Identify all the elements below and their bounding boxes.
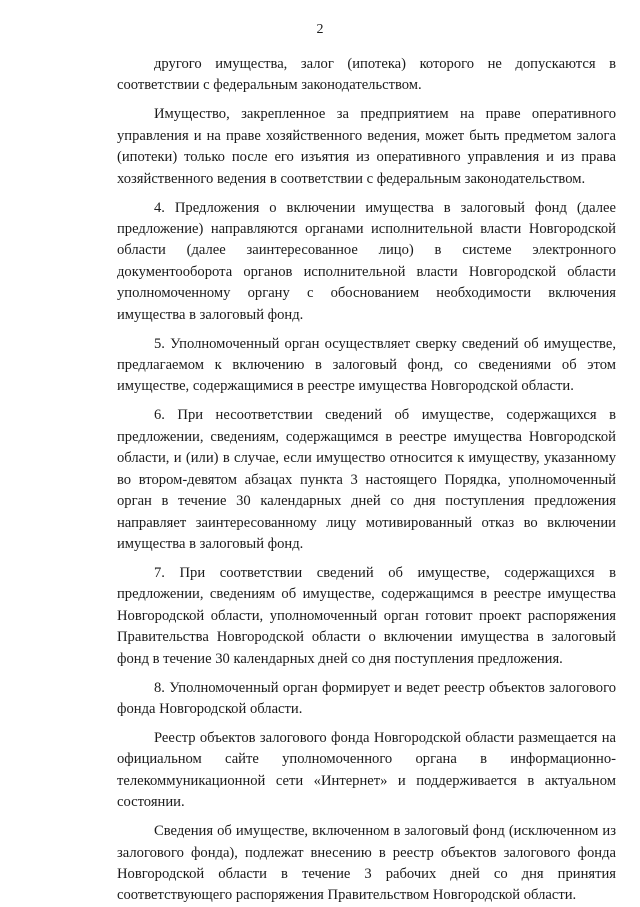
document-body [117, 54, 616, 907]
paragraph-registry-publication: Реестр объектов залогового фонда Новгородской области размещается на официальном сайте уполномоченного органа в информационно-телекоммуникационной сети «Интернет» и поддерживается в актуальном состоянии. [117, 729, 616, 811]
paragraph-item-8: 8. Уполномоченный орган формирует и ведет реестр объектов залогового фонда Новгородской области. [117, 679, 616, 717]
paragraph-item-5: 5. Уполномоченный орган осуществляет сверку сведений об имуществе, предлагаемом к включению в залоговый фонд, со сведениями об этом имуществе, содержащимися в реестре имущества Новгородской области. [117, 335, 616, 395]
paragraph-item-7: 7. При соответствии сведений об имуществе, содержащихся в предложении, сведениям об имуществе, содержащимся в реестре имущества Новгородской области, уполномоченный орган готовит проект распоряжения Правительства Новгородской области о включении имущества в залоговый фонд в течение 30 календарных дней со дня поступления предложения. [117, 564, 616, 667]
paragraph-item-4: 4. Предложения о включении имущества в залоговый фонд (далее предложение) направляются органами исполнительной власти Новгородской области (далее заинтересованное лицо) в системе электронного документооборота органов исполнительной власти Новгородской области уполномоченному органу с обоснованием необходимости включения имущества в залоговый фонд. [117, 199, 616, 323]
paragraph-registry-update: Сведения об имуществе, включенном в залоговый фонд (исключенном из залогового фонда), подлежат внесению в реестр объектов залогового фонда Новгородской области в течение 3 рабочих дней со дня принятия соответствующего распоряжения Правительством Новгородской области. [117, 823, 616, 904]
paragraph-continuation: другого имущества, залог (ипотека) которого не допускаются в соответствии с федеральным законодательством. [117, 56, 616, 94]
paragraph-item-6: 6. При несоответствии сведений об имуществе, содержащихся в предложении, сведениям, содержащимся в реестре имущества Новгородской области, и (или) в случае, если имущество относится к имуществу, указанному во втором-девятом абзацах пункта 3 настоящего Порядка, уполномоченный орган в течение 30 календарных дней со дня поступления предложения направляет заинтересованному лицу мотивированный отказ во включении имущества в залоговый фонд. [117, 407, 616, 552]
page-number: 2 [316, 22, 324, 37]
paragraph-property-pledge: Имущество, закрепленное за предприятием на праве оперативного управления и на праве хозяйственного ведения, может быть предметом залога (ипотеки) только после его изъятия из оперативного управления и из права хозяйственного ведения в соответствии с федеральным законодательством. [117, 106, 616, 187]
